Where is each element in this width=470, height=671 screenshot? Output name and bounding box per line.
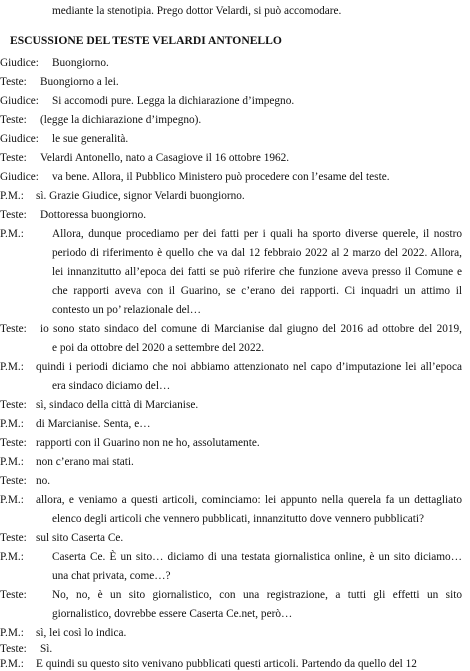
turn-text: sul sito Caserta Ce.: [36, 532, 124, 544]
turn-text: Dottoressa buongiorno.: [40, 209, 147, 221]
speaker-label: Giudice:: [0, 171, 39, 183]
speaker-label: P.M.:: [0, 228, 24, 240]
speaker-label: Teste:: [0, 437, 27, 449]
speaker-label: Teste:: [0, 475, 27, 487]
speaker-label: P.M.:: [0, 494, 24, 506]
turn-text-line: contesto un po’ relazionale del…: [52, 304, 202, 316]
turn-text-line: periodo di riferimento è quello che va dal 12 febbraio 2022 al 2 marzo del 2022. Allora,: [52, 247, 462, 259]
turn-text: va bene. Allora, il Pubblico Ministero può procedere con l’esame del teste.: [52, 171, 390, 183]
speaker-label: P.M.:: [0, 456, 24, 468]
speaker-label: Giudice:: [0, 57, 39, 69]
turn-text-line: che rapporti aveva con il Guarino, se c’erano dei rapporti. Ci inquadri un attimo il: [52, 285, 462, 297]
turn-text-line: lei innanzitutto all’epoca dei fatti se può riferire che funzione aveva presso il Comune e: [52, 266, 462, 278]
turn-text-line: quindi i periodi diciamo che noi abbiamo attenzionato nel capo d’imputazione lei all’epoca: [36, 361, 462, 373]
turn-text: E quindi su questo sito venivano pubblicati questi articoli. Partendo da quello del 12: [36, 658, 417, 670]
turn-text: Buongiorno a lei.: [40, 76, 119, 88]
turn-text: di Marcianise. Senta, e…: [36, 418, 151, 430]
speaker-label: P.M.:: [0, 551, 24, 563]
intro-line: mediante la stenotipia. Prego dottor Velardi, si può accomodare.: [52, 5, 342, 17]
speaker-label: Teste:: [0, 76, 27, 88]
turn-text: Si accomodi pure. Legga la dichiarazione d’impegno.: [52, 95, 295, 107]
turn-text: Velardi Antonello, nato a Casagiove il 16 ottobre 1962.: [40, 152, 290, 164]
turn-text: rapporti con il Guarino non ne ho, assolutamente.: [36, 437, 260, 449]
turn-text: le sue generalità.: [52, 133, 129, 145]
turn-text-line: Allora, dunque procediamo per dei fatti per i quali ha sporto diverse querele, il nostro: [52, 228, 462, 240]
turn-text-line: Caserta Ce. È un sito… diciamo di una testata giornalistica online, è un sito diciamo…: [52, 551, 462, 563]
turn-text: Sì.: [40, 643, 53, 655]
turn-text-line: e poi da ottobre del 2020 a settembre del 2022.: [52, 342, 265, 354]
turn-text-line: era sindaco diciamo del…: [52, 380, 171, 392]
section-heading: ESCUSSIONE DEL TESTE VELARDI ANTONELLO: [10, 34, 282, 47]
speaker-label: Teste:: [0, 209, 27, 221]
speaker-label: Giudice:: [0, 95, 39, 107]
turn-text: sì, sindaco della città di Marcianise.: [36, 399, 199, 411]
turn-text: Buongiorno.: [52, 57, 109, 69]
speaker-label: Teste:: [0, 152, 27, 164]
turn-text-line: giornalistico, dovrebbe essere Caserta Ce.net, però…: [52, 608, 293, 620]
turn-text: sì. Grazie Giudice, signor Velardi buongiorno.: [36, 190, 245, 202]
speaker-label: Teste:: [0, 114, 27, 126]
turn-text: (legge la dichiarazione d’impegno).: [40, 114, 202, 126]
speaker-label: P.M.:: [0, 190, 24, 202]
speaker-label: P.M.:: [0, 361, 24, 373]
speaker-label: Teste:: [0, 323, 27, 335]
speaker-label: Teste:: [0, 589, 27, 601]
turn-text: sì, lei così lo indica.: [36, 627, 127, 639]
speaker-label: P.M.:: [0, 658, 24, 670]
speaker-label: Teste:: [0, 532, 27, 544]
turn-text-line: No, no, è un sito giornalistico, con una registrazione, a tutti gli effetti un sito: [52, 589, 462, 601]
turn-text-line: allora, e veniamo a questi articoli, cominciamo: lei appunto nella querela fa un dettagliato: [36, 494, 462, 506]
speaker-label: P.M.:: [0, 418, 24, 430]
turn-text-line: elenco degli articoli che vennero pubblicati, innanzitutto dove vennero pubblicati?: [52, 513, 425, 525]
speaker-label: Teste:: [0, 399, 27, 411]
speaker-label: P.M.:: [0, 627, 24, 639]
speaker-label: Teste:: [0, 643, 27, 655]
speaker-label: Giudice:: [0, 133, 39, 145]
turn-text-line: una chat privata, come…?: [52, 570, 171, 582]
turn-text: non c’erano mai stati.: [36, 456, 134, 468]
turn-text-line: io sono stato sindaco del comune di Marcianise dal giugno del 2016 ad ottobre del 2019,: [40, 323, 462, 335]
turn-text: no.: [36, 475, 51, 487]
